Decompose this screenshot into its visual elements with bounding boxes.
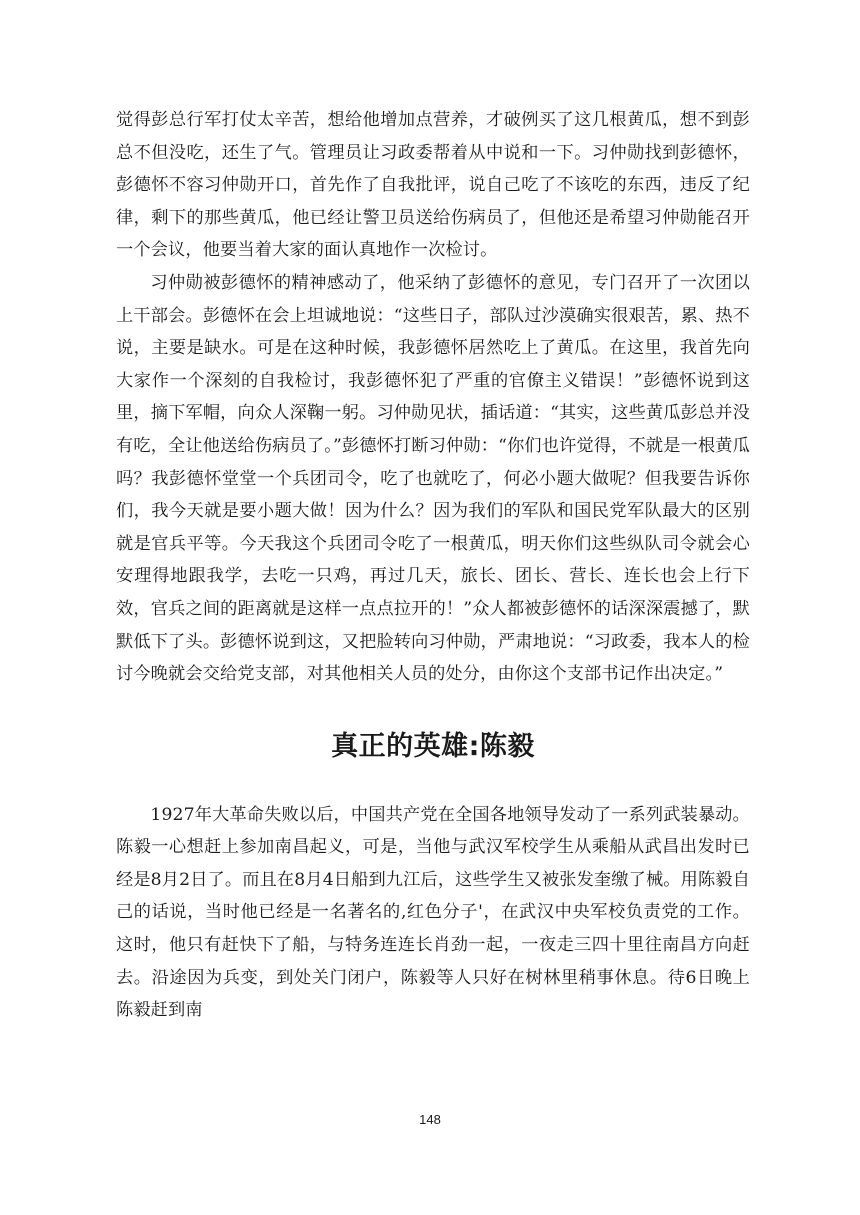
document-page [116, 104, 750, 1027]
body-paragraph-1: 觉得彭总行军打仗太辛苦，想给他增加点营养，才破例买了这几根黄瓜，想不到彭总不但没吃，还生了气。管理员让习政委帮着从中说和一下。习仲勋找到彭德怀，彭德怀不容习仲勋开口，首先作了自我批评，说自己吃了不该吃的东西，违反了纪律，剩下的那些黄瓜，他已经让警卫员送给伤病员了，但他还是希望习仲勋能召开一个会议，他要当着大家的面认真地作一次检讨。 [116, 110, 750, 261]
page-number: 148 [419, 1112, 441, 1127]
body-paragraph-2: 习仲勋被彭德怀的精神感动了，他采纳了彭德怀的意见，专门召开了一次团以上干部会。彭德怀在会上坦诚地说：“这些日子，部队过沙漠确实很艰苦，累、热不说，主要是缺水。可是在这种时候，我彭德怀居然吃上了黄瓜。在这里，我首先向大家作一个深刻的自我检讨，我彭德怀犯了严重的官僚主义错误！”彭德怀说到这里，摘下军帽，向众人深鞠一躬。习仲勋见状，插话道：“其实，这些黄瓜彭总并没有吃，全让他送给伤病员了。”彭德怀打断习仲勋：“你们也许觉得，不就是一根黄瓜吗？我彭德怀堂堂一个兵团司令，吃了也就吃了，何必小题大做呢？但我要告诉你们，我今天就是要小题大做！因为什么？因为我们的军队和国民党军队最大的区别就是官兵平等。今天我这个兵团司令吃了一根黄瓜，明天你们这些纵队司令就会心安理得地跟我学，去吃一只鸡，再过几天，旅长、团长、营长、连长也会上行下效，官兵之间的距离就是这样一点点拉开的！”众人都被彭德怀的话深深震撼了，默默低下了头。彭德怀说到这，又把脸转向习仲勋，严肃地说：“习政委，我本人的检讨今晚就会交给党支部，对其他相关人员的处分，由你这个支部书记作出决定。” [116, 272, 750, 685]
body-paragraph-3: 1927年大革命失败以后，中国共产党在全国各地领导发动了一系列武装暴动。陈毅一心想赶上参加南昌起义，可是，当他与武汉军校学生从乘船从武昌出发时已经是8月2日了。而且在8月4日船到九江后，这些学生又被张发奎缴了械。用陈毅自己的话说，当时他已经是一名著名的‚红色分子'，在武汉中央军校负责党的工作。这时，他只有赶快下了船，与特务连连长肖劲一起，一夜走三四十里往南昌方向赶去。沿途因为兵变，到处关门闭户，陈毅等人只好在树林里稍事休息。待6日晚上陈毅赶到南 [116, 804, 750, 1021]
section-heading: 真正的英雄:陈毅 [331, 730, 535, 762]
